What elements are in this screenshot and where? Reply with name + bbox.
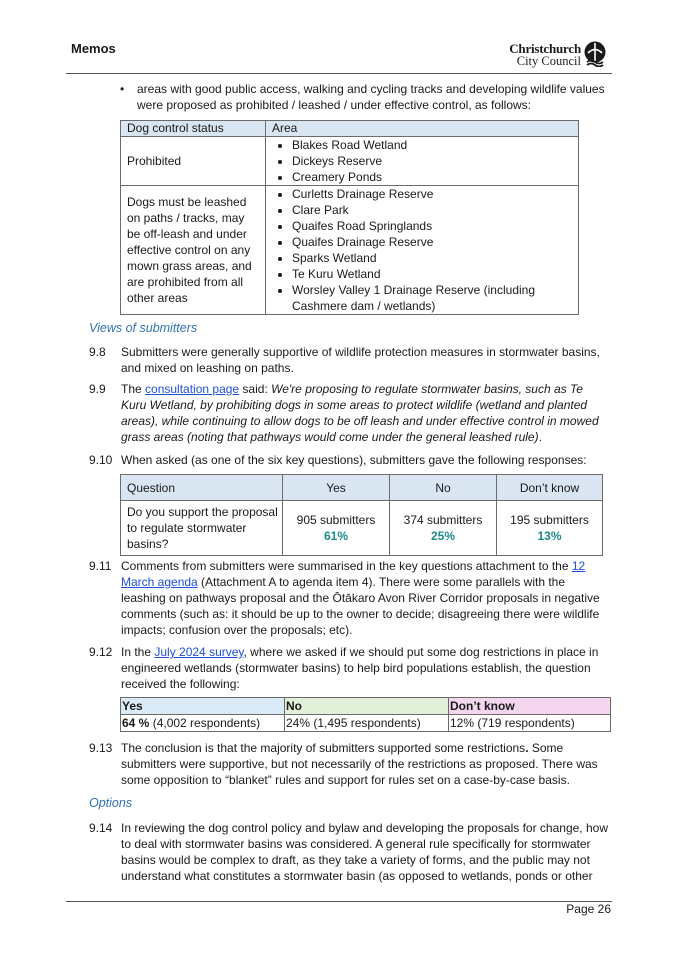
table-row <box>121 501 603 556</box>
list-item: • Quaifes Road Springlands <box>292 218 572 234</box>
table2-header-question: Question <box>121 475 283 501</box>
footer-rule <box>66 901 612 902</box>
table1-status-cell: Dogs must be leashed on paths / tracks, may be off-leash and under effective control on any mown grass areas, and are prohibited from all other areas <box>121 186 266 315</box>
list-item: • Blakes Road Wetland <box>292 137 572 153</box>
table1-area-cell <box>266 186 579 315</box>
table2-yes-cell: 905 submitters 61% <box>283 501 390 556</box>
list-item: • Curletts Drainage Reserve <box>292 186 572 202</box>
paragraph-text: In reviewing the dog control policy and bylaw and developing the proposals for change, how to deal with stormwater basins was considered. A general rule specifically for stormwater basins would be complex to draft, as they take a variety of forms, and the public may not understand what constitutes a stormwater basin (as opposed to wetlands, ponds or other <box>121 821 608 883</box>
table1-header-area: Area <box>266 121 579 137</box>
table3-header-yes: Yes <box>121 698 285 715</box>
table3-header-no: No <box>285 698 449 715</box>
table2-no-cell: 374 submitters 25% <box>390 501 497 556</box>
list-item: • Te Kuru Wetland <box>292 266 572 282</box>
page-header-title: Memos <box>71 41 116 56</box>
paragraph-number: 9.8 <box>89 345 106 359</box>
march-agenda-link[interactable]: 12 March agenda <box>121 559 586 589</box>
paragraph-number: 9.10 <box>89 453 113 467</box>
survey-results-table <box>120 697 611 732</box>
table3-dont-know-cell: 12% (719 respondents) <box>449 715 611 732</box>
table1-header-status: Dog control status <box>121 121 266 137</box>
paragraph-9-12 <box>89 644 609 692</box>
section-heading-options: Options <box>89 796 133 810</box>
council-logo <box>497 40 607 70</box>
table2-dont-know-cell: 195 submitters 13% <box>497 501 603 556</box>
paragraph-number: 9.13 <box>89 741 113 755</box>
intro-bullet <box>120 81 610 113</box>
paragraph-number: 9.9 <box>89 382 106 396</box>
header-rule <box>66 73 612 74</box>
table2-question-cell: Do you support the proposal to regulate stormwater basins? <box>121 501 283 556</box>
table2-header-no: No <box>390 475 497 501</box>
quote-text: We're proposing to regulate stormwater basins, such as Te Kuru Wetland, by prohibiting dogs in some areas to protect wildlife (wetland and planted areas), while continuing to allow dogs to be off leash and under effective control in mowed grass areas (noting that pathways would come under the general leashed rule) <box>121 382 599 444</box>
council-emblem-icon <box>583 41 607 67</box>
table2-header-dont-know: Don’t know <box>497 475 603 501</box>
paragraph-text: The consultation page said: We're proposing to regulate stormwater basins, such as Te Kuru Wetland, by prohibiting dogs in some areas to protect wildlife (wetland and planted areas), while continuing to allow dogs to be off leash and under effective control in mowed grass areas (noting that pathways would come under the general leashed rule). <box>121 382 599 444</box>
paragraph-number: 9.11 <box>89 559 112 573</box>
section-heading-views: Views of submitters <box>89 321 198 335</box>
paragraph-9-11 <box>89 558 609 638</box>
logo-line2: City Council <box>516 54 581 68</box>
paragraph-9-14 <box>89 820 609 884</box>
table3-no-cell: 24% (1,495 respondents) <box>285 715 449 732</box>
table2-header-yes: Yes <box>283 475 390 501</box>
list-item: • Clare Park <box>292 202 572 218</box>
july-survey-link[interactable]: July 2024 survey <box>154 645 244 659</box>
intro-bullet-text: areas with good public access, walking and cycling tracks and developing wildlife values were proposed as prohibited / leashed / under effective control, as follows: <box>137 82 605 112</box>
paragraph-text: The conclusion is that the majority of submitters supported some restrictions. Some submitters were supportive, but not necessarily of the restrictions as proposed. There was some opposition to “blanket” rules and support for rules set on a case-by-case basis. <box>121 741 598 787</box>
paragraph-text: In the July 2024 survey, where we asked if we should put some dog restrictions in place in engineered wetlands (stormwater basins) to help bird populations establish, the question received the following: <box>121 645 599 691</box>
paragraph-text: Submitters were generally supportive of wildlife protection measures in stormwater basins, and mixed on leashing on paths. <box>121 345 600 375</box>
list-item: • Creamery Ponds <box>292 169 572 185</box>
paragraph-number: 9.12 <box>89 645 113 659</box>
paragraph-9-13 <box>89 740 609 788</box>
paragraph-9-8 <box>89 344 609 376</box>
list-item: • Sparks Wetland <box>292 250 572 266</box>
dog-control-table <box>120 120 579 315</box>
table1-status-cell: Prohibited <box>121 137 266 186</box>
paragraph-text: Comments from submitters were summarised in the key questions attachment to the 12 March agenda (Attachment A to agenda item 4). There were some parallels with the leashing on pathways proposal and the Ōtākaro Avon River Corridor proposals in negative comments (such as: it should be up to the owner to decide; disagreeing there were wildlife impacts; confusion over the proposals; etc). <box>121 559 600 637</box>
paragraph-9-10 <box>89 452 609 468</box>
logo-line1: Christchurch <box>509 41 581 56</box>
table-row <box>121 715 611 732</box>
table-row <box>121 186 579 315</box>
paragraph-number: 9.14 <box>89 821 113 835</box>
table-row <box>121 137 579 186</box>
paragraph-9-9 <box>89 381 609 445</box>
consultation-page-link[interactable]: consultation page <box>145 382 240 396</box>
bullet-icon: • <box>120 82 125 96</box>
list-item: • Dickeys Reserve <box>292 153 572 169</box>
submitter-responses-table <box>120 474 603 556</box>
page-number: Page 26 <box>566 902 611 916</box>
list-item: • Worsley Valley 1 Drainage Reserve (including Cashmere dam / wetlands) <box>292 282 572 314</box>
paragraph-text: When asked (as one of the six key questions), submitters gave the following responses: <box>121 453 587 467</box>
list-item: • Quaifes Drainage Reserve <box>292 234 572 250</box>
table3-yes-cell: 64 % (4,002 respondents) <box>121 715 285 732</box>
table1-area-cell <box>266 137 579 186</box>
table3-header-dont-know: Don’t know <box>449 698 611 715</box>
